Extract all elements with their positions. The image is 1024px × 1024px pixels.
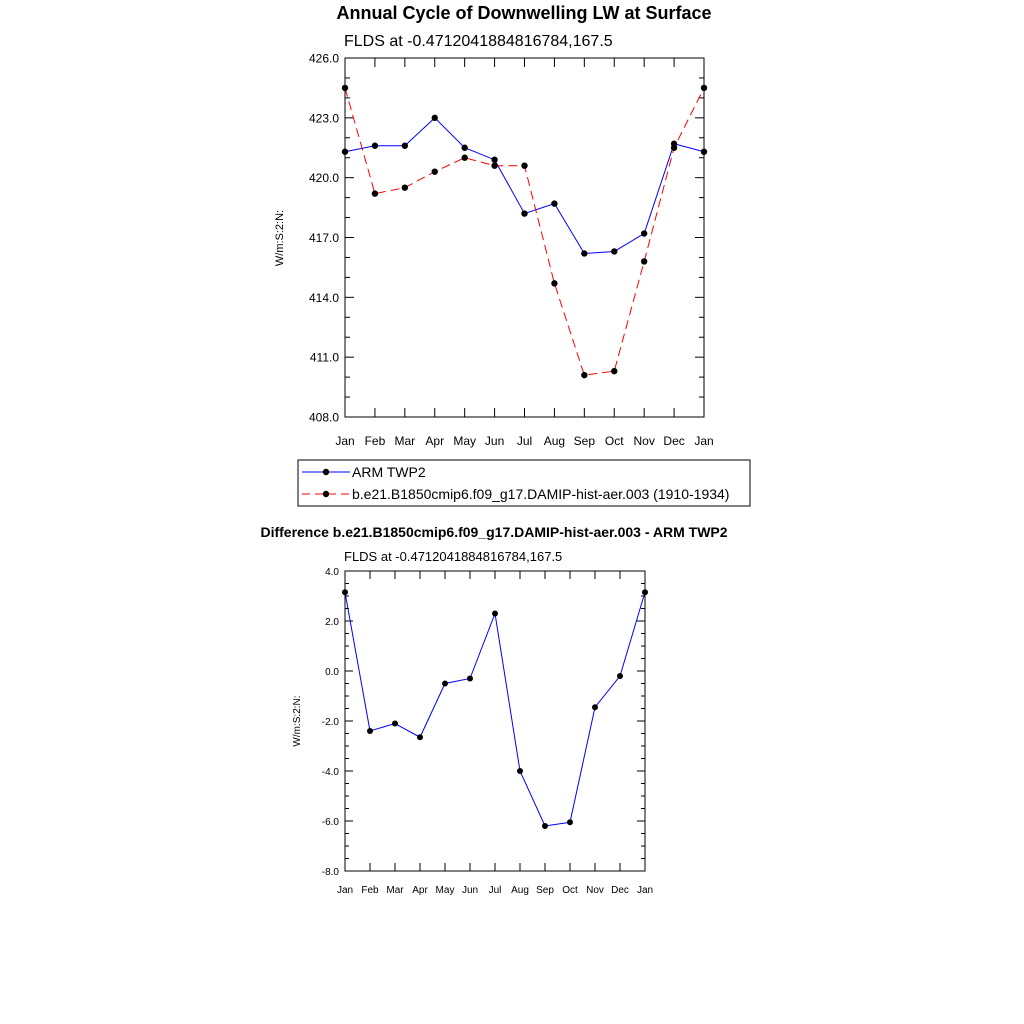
series-0-point: [521, 210, 527, 216]
chart1-y-tick-labels: [309, 52, 339, 425]
x-tick-label: Mar: [394, 434, 416, 448]
series-1-point: [521, 163, 527, 169]
y-tick-label: -2.0: [321, 716, 339, 728]
chart1-y-axis-label: W/m:S:2:N:: [274, 209, 286, 267]
y-tick-label: 417.0: [308, 231, 339, 246]
series-0-point: [442, 681, 448, 687]
x-tick-label: Dec: [663, 434, 685, 448]
series-0-point: [611, 248, 617, 254]
series-0-point: [551, 200, 557, 206]
x-tick-label: Jun: [484, 434, 505, 448]
series-0-point: [467, 676, 473, 682]
x-tick-label: Nov: [586, 885, 604, 896]
series-1-point: [551, 280, 557, 286]
series-0-point: [542, 823, 548, 829]
chart2-series: [342, 589, 648, 829]
series-1-point: [461, 155, 467, 161]
chart2-y-axis-label: W/m:S:2:N:: [292, 695, 303, 747]
series-line-1: [345, 88, 704, 375]
series-1-point: [611, 368, 617, 374]
series-0-point: [592, 704, 598, 710]
series-0-point: [417, 734, 423, 740]
chart1-legend: [298, 460, 750, 506]
y-tick-label: 411.0: [309, 350, 339, 365]
series-1-point: [372, 190, 378, 196]
series-1-point: [432, 168, 438, 174]
chart1-ticks: [345, 58, 704, 417]
y-tick-label: 420.0: [308, 171, 339, 186]
y-tick-label: -8.0: [321, 866, 339, 878]
y-tick-label: 426.0: [308, 51, 339, 66]
x-tick-label: May: [453, 434, 477, 448]
x-tick-label: Jan: [335, 434, 355, 448]
x-tick-label: Jan: [336, 885, 354, 896]
chart-difference: [260, 524, 727, 896]
x-tick-label: Feb: [361, 885, 379, 896]
series-0-point: [617, 673, 623, 679]
chart1-x-tick-labels: [335, 434, 713, 448]
x-tick-label: Sep: [573, 434, 596, 448]
x-tick-label: Jun: [461, 885, 479, 896]
series-0-point: [492, 611, 498, 617]
y-tick-label: 4.0: [325, 566, 339, 578]
x-tick-label: Oct: [604, 434, 624, 448]
series-line-0: [345, 592, 645, 826]
x-tick-label: Sep: [536, 885, 554, 896]
x-tick-label: Aug: [511, 885, 529, 896]
x-tick-label: Mar: [386, 885, 404, 896]
series-0-point: [491, 157, 497, 163]
x-tick-label: Dec: [611, 885, 629, 896]
chart2-x-tick-labels: [337, 885, 653, 896]
series-0-point: [402, 143, 408, 149]
series-0-point: [567, 819, 573, 825]
x-tick-label: May: [435, 885, 455, 896]
legend-marker-model: [323, 491, 329, 497]
series-0-point: [581, 250, 587, 256]
series-line-0: [345, 118, 704, 254]
x-tick-label: Jul: [516, 434, 533, 448]
series-0-point: [372, 143, 378, 149]
y-tick-label: -4.0: [321, 766, 339, 778]
y-tick-label: 414.0: [308, 290, 339, 305]
chart2-subtitle: FLDS at -0.4712041884816784,167.5: [344, 549, 563, 564]
x-tick-label: Feb: [364, 434, 386, 448]
x-tick-label: Jul: [488, 885, 502, 896]
series-1-point: [491, 163, 497, 169]
x-tick-label: Apr: [425, 434, 445, 448]
x-tick-label: Jan: [636, 885, 654, 896]
x-tick-label: Apr: [412, 885, 428, 896]
series-1-point: [581, 372, 587, 378]
legend-label-model: b.e21.B1850cmip6.f09_g17.DAMIP-hist-aer.003 (1910-1934): [352, 486, 730, 502]
x-tick-label: Nov: [633, 434, 655, 448]
x-tick-label: Oct: [562, 885, 578, 896]
y-tick-label: 0.0: [325, 666, 339, 678]
series-0-point: [461, 145, 467, 151]
y-tick-label: 2.0: [325, 616, 339, 628]
series-0-point: [367, 728, 373, 734]
chart1-series: [342, 85, 707, 379]
series-1-point: [671, 145, 677, 151]
legend-marker-arm: [323, 469, 329, 475]
series-0-point: [517, 768, 523, 774]
chart-annual-cycle: [274, 3, 714, 448]
series-0-point: [432, 115, 438, 121]
x-tick-label: Aug: [543, 434, 566, 448]
y-tick-label: 408.0: [308, 410, 339, 425]
chart2-y-tick-labels: [322, 567, 340, 878]
chart1-title: Annual Cycle of Downwelling LW at Surface: [336, 3, 712, 23]
chart1-plot-frame: [345, 58, 704, 417]
series-1-point: [402, 184, 408, 190]
chart1-subtitle: FLDS at -0.4712041884816784,167.5: [344, 33, 613, 50]
chart2-title: Difference b.e21.B1850cmip6.f09_g17.DAMIP-hist-aer.003 - ARM TWP2: [260, 524, 728, 540]
legend-label-arm: ARM TWP2: [352, 464, 426, 480]
series-0-point: [641, 230, 647, 236]
series-0-point: [392, 721, 398, 727]
y-tick-label: -6.0: [321, 816, 339, 828]
x-tick-label: Jan: [694, 434, 714, 448]
y-tick-label: 423.0: [308, 111, 339, 126]
series-1-point: [641, 258, 647, 264]
